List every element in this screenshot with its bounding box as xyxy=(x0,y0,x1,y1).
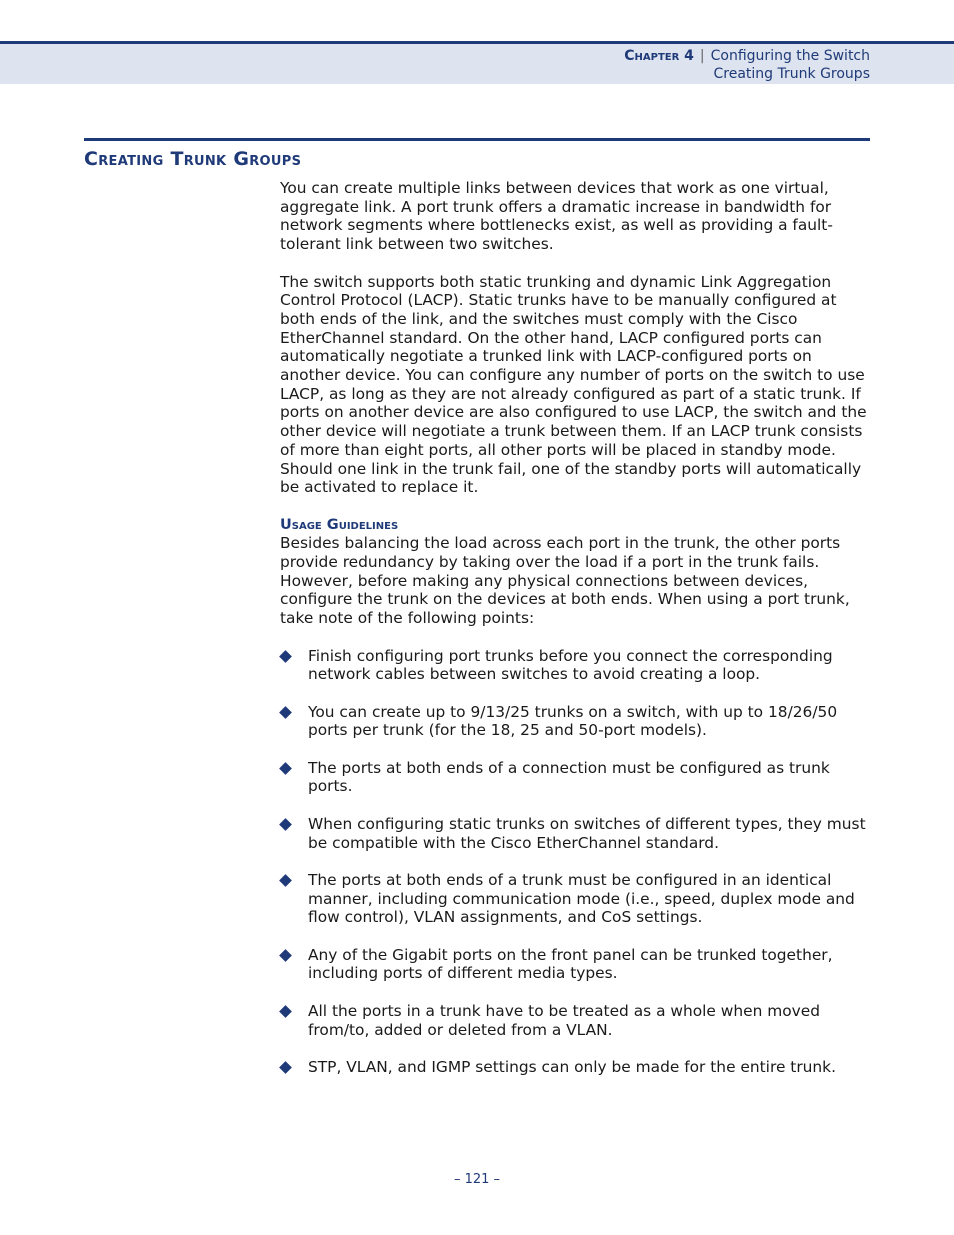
diamond-bullet-icon xyxy=(279,1061,292,1074)
page-number: – 121 – xyxy=(453,1172,501,1187)
usage-intro: Besides balancing the load across each port in the trunk, the other ports provide redundancy by taking over the load if a port in the trunk fails. However, before making any physical connections between devices, configure the trunk on the devices at both ends. When using a port trunk, take note of the following points: xyxy=(280,534,850,628)
list-item-text: Finish configuring port trunks before you connect the corresponding network cables between switches to avoid creating a loop. xyxy=(308,646,833,684)
usage-guidelines-heading: Usage Guidelines xyxy=(280,516,399,533)
list-item-text: The ports at both ends of a trunk must be configured in an identical manner, including communication mode (i.e., speed, duplex mode and flow control), VLAN assignments, and CoS settings. xyxy=(308,870,855,927)
list-item xyxy=(280,815,872,852)
list-item-text: The ports at both ends of a connection must be configured as trunk ports. xyxy=(308,758,830,796)
section-rule xyxy=(84,138,870,141)
header-separator: | xyxy=(699,48,705,64)
diamond-bullet-icon xyxy=(279,949,292,962)
page-header xyxy=(0,41,954,84)
chapter-label: Chapter 4 xyxy=(624,48,694,64)
chapter-title: Configuring the Switch xyxy=(710,48,870,64)
list-item-text: You can create up to 9/13/25 trunks on a switch, with up to 18/26/50 ports per trunk (for the 18, 25 and 50-port models). xyxy=(308,702,838,740)
diamond-bullet-icon xyxy=(279,874,292,887)
list-item xyxy=(280,647,872,684)
diamond-bullet-icon xyxy=(279,650,292,663)
list-item-text: When configuring static trunks on switches of different types, they must be compatible with the Cisco EtherChannel standard. xyxy=(308,814,866,852)
list-item xyxy=(280,946,872,983)
body-column xyxy=(280,179,872,1095)
header-section: Creating Trunk Groups xyxy=(713,66,870,82)
list-item xyxy=(280,871,872,927)
diamond-bullet-icon xyxy=(279,706,292,719)
list-item xyxy=(280,1058,872,1077)
chapter-line xyxy=(624,47,870,65)
diamond-bullet-icon xyxy=(279,762,292,775)
guidelines-list xyxy=(280,647,872,1077)
section-title: Creating Trunk Groups xyxy=(84,148,302,170)
list-item-text: Any of the Gigabit ports on the front panel can be trunked together, including ports of different media types. xyxy=(308,945,833,983)
paragraph-intro: You can create multiple links between devices that work as one virtual, aggregate link. A port trunk offers a dramatic increase in bandwidth for network segments where bottlenecks exist, as well as providing a fault-tolerant link between two switches. xyxy=(280,179,833,254)
diamond-bullet-icon xyxy=(279,818,292,831)
list-item xyxy=(280,759,872,796)
list-item-text: All the ports in a trunk have to be treated as a whole when moved from/to, added or deleted from a VLAN. xyxy=(308,1001,820,1039)
diamond-bullet-icon xyxy=(279,1005,292,1018)
list-item xyxy=(280,1002,872,1039)
list-item xyxy=(280,703,872,740)
paragraph-lacp: The switch supports both static trunking and dynamic Link Aggregation Control Protocol (LACP). Static trunks have to be manually configured at both ends of the link, and the switches must comply with the Cisco EtherChannel standard. On the other hand, LACP configured ports can automatically negotiate a trunked link with LACP-configured ports on another device. You can configure any number of ports on the switch to use LACP, as long as they are not already configured as part of a static trunk. If ports on another device are also configured to use LACP, the switch and the other device will negotiate a trunk between them. If an LACP trunk consists of more than eight ports, all other ports will be placed in standby mode. Should one link in the trunk fail, one of the standby ports will automatically be activated to replace it. xyxy=(280,272,867,497)
running-header xyxy=(624,47,870,83)
list-item-text: STP, VLAN, and IGMP settings can only be made for the entire trunk. xyxy=(308,1057,836,1076)
